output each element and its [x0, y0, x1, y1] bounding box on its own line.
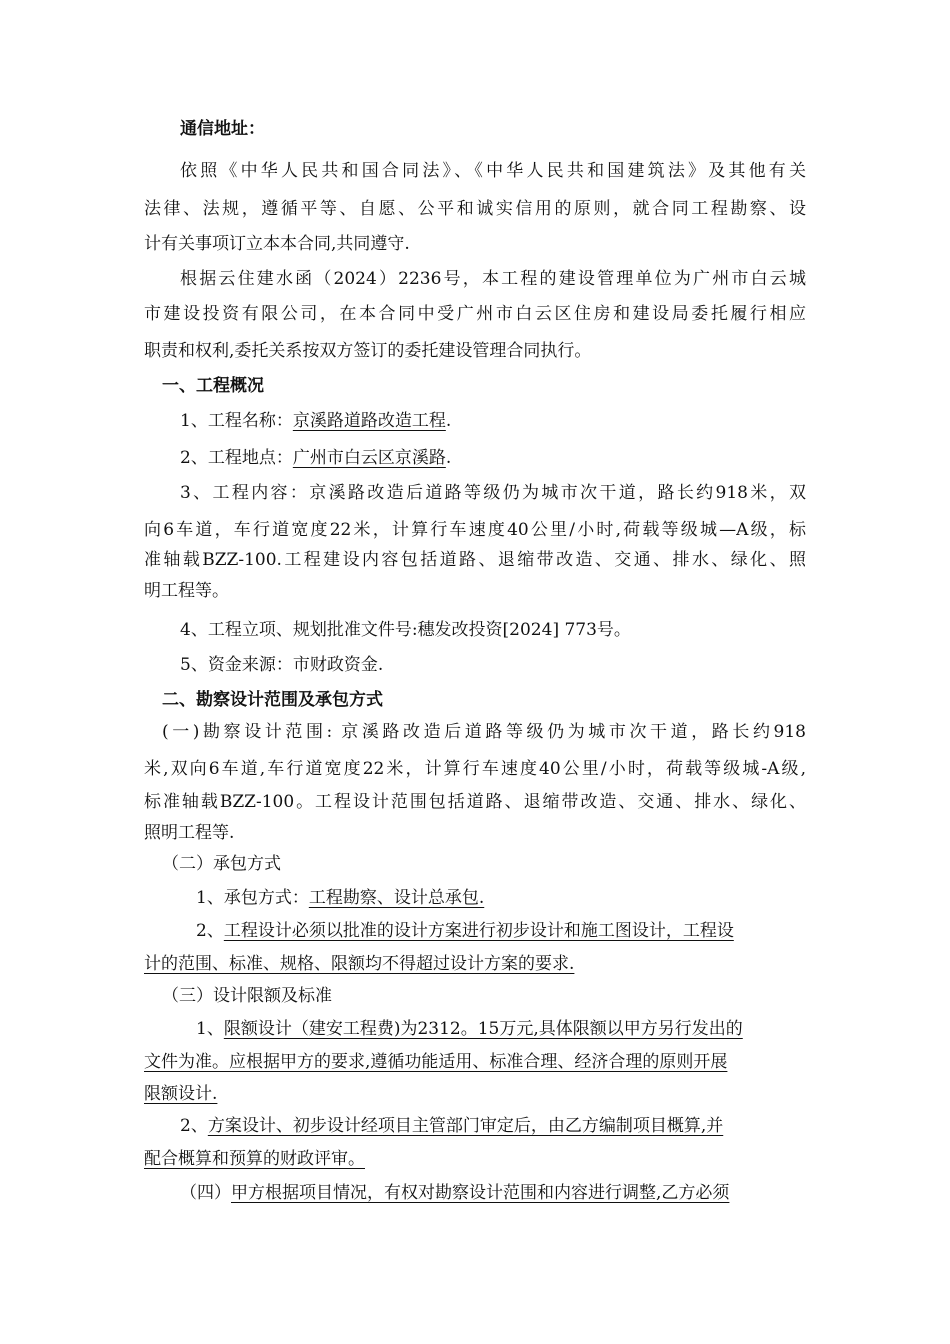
project-location-value: 广州市白云区京溪路	[292, 448, 446, 468]
budget-limit-text: 限额设计（建安工程费)为2312。15万元,具体限额以甲方另行发出的	[223, 1019, 743, 1039]
project-location-line	[180, 447, 451, 469]
item-number: 2、	[196, 921, 224, 941]
item-number: 1、	[196, 1019, 224, 1039]
item-number: 2、	[180, 1116, 208, 1136]
project-location-label: 2、工程地点：	[180, 448, 293, 468]
paragraph-line: 市建设投资有限公司，在本合同中受广州市白云区住房和建设局委托履行相应	[144, 304, 806, 324]
item-number: （四）	[180, 1183, 231, 1203]
contract-mode-label: 1、承包方式：	[196, 888, 309, 908]
section-heading: 一、工程概况	[162, 376, 264, 396]
budget-limit-continuation: 限额设计.	[144, 1084, 218, 1104]
contract-mode-value: 工程勘察、设计总承包.	[308, 888, 485, 908]
design-requirement-continuation: 计的范围、标准、规格、限额均不得超过设计方案的要求.	[144, 954, 575, 974]
paragraph-line: 职责和权利,委托关系按双方签订的委托建设管理合同执行。	[144, 341, 592, 361]
paragraph-line: 明工程等。	[144, 581, 229, 601]
paragraph-line: 根据云住建水函（2024）2236号，本工程的建设管理单位为广州市白云城	[180, 269, 806, 289]
paragraph-line: (一)勘察设计范围: 京溪路改造后道路等级仍为城市次干道，路长约918	[162, 722, 806, 742]
estimate-line	[180, 1115, 723, 1137]
design-requirement-text: 工程设计必须以批准的设计方案进行初步设计和施工图设计，工程设	[223, 921, 734, 941]
scope-adjustment-line	[180, 1182, 729, 1204]
paragraph-line: 米,双向6车道,车行道宽度22米，计算行车速度40公里/小时，荷载等级城-A级,	[144, 759, 806, 779]
project-name-line	[180, 410, 451, 432]
paragraph-line: 依照《中华人民共和国合同法》、《中华人民共和国建筑法》及其他有关	[180, 161, 806, 181]
paragraph-line: 法律、法规，遵循平等、自愿、公平和诚实信用的原则，就合同工程勘察、设	[144, 199, 806, 219]
scope-adjustment-text: 甲方根据项目情况，有权对勘察设计范围和内容进行调整,乙方必须	[231, 1183, 730, 1203]
budget-limit-line	[196, 1018, 743, 1040]
estimate-text: 方案设计、初步设计经项目主管部门审定后，由乙方编制项目概算,并	[207, 1116, 724, 1136]
budget-limit-continuation: 文件为准。应根据甲方的要求,遵循功能适用、标准合理、经济合理的原则开展	[144, 1052, 728, 1072]
subsection-heading: （三）设计限额及标准	[162, 986, 332, 1006]
project-name-suffix: .	[445, 411, 452, 431]
paragraph-line: 向6车道，车行道宽度22米，计算行车速度40公里/小时,荷载等级城—A级，标	[144, 520, 806, 540]
project-location-suffix: .	[445, 448, 452, 468]
design-requirement-line	[196, 920, 806, 942]
paragraph-line: 标准轴载BZZ-100。工程设计范围包括道路、退缩带改造、交通、排水、绿化、	[144, 792, 806, 812]
contract-mode-line	[196, 887, 484, 909]
project-name-label: 1、工程名称：	[180, 411, 293, 431]
paragraph-line: 准轴载BZZ-100.工程建设内容包括道路、退缩带改造、交通、排水、绿化、照	[144, 550, 806, 570]
paragraph-line: 3、工程内容：京溪路改造后道路等级仍为城市次干道，路长约918米，双	[180, 483, 806, 503]
paragraph-line: 照明工程等.	[144, 823, 235, 843]
subsection-heading: （二）承包方式	[162, 854, 281, 874]
estimate-continuation: 配合概算和预算的财政评审。	[144, 1149, 365, 1169]
section-heading: 二、勘察设计范围及承包方式	[162, 690, 383, 710]
project-name-value: 京溪路道路改造工程	[292, 411, 446, 431]
approval-doc-line: 4、工程立项、规划批准文件号:穗发改投资[2024] 773号。	[180, 620, 631, 640]
address-label: 通信地址：	[180, 119, 265, 139]
paragraph-line: 计有关事项订立本本合同,共同遵守.	[144, 234, 410, 254]
funding-line: 5、资金来源：市财政资金.	[180, 655, 384, 675]
